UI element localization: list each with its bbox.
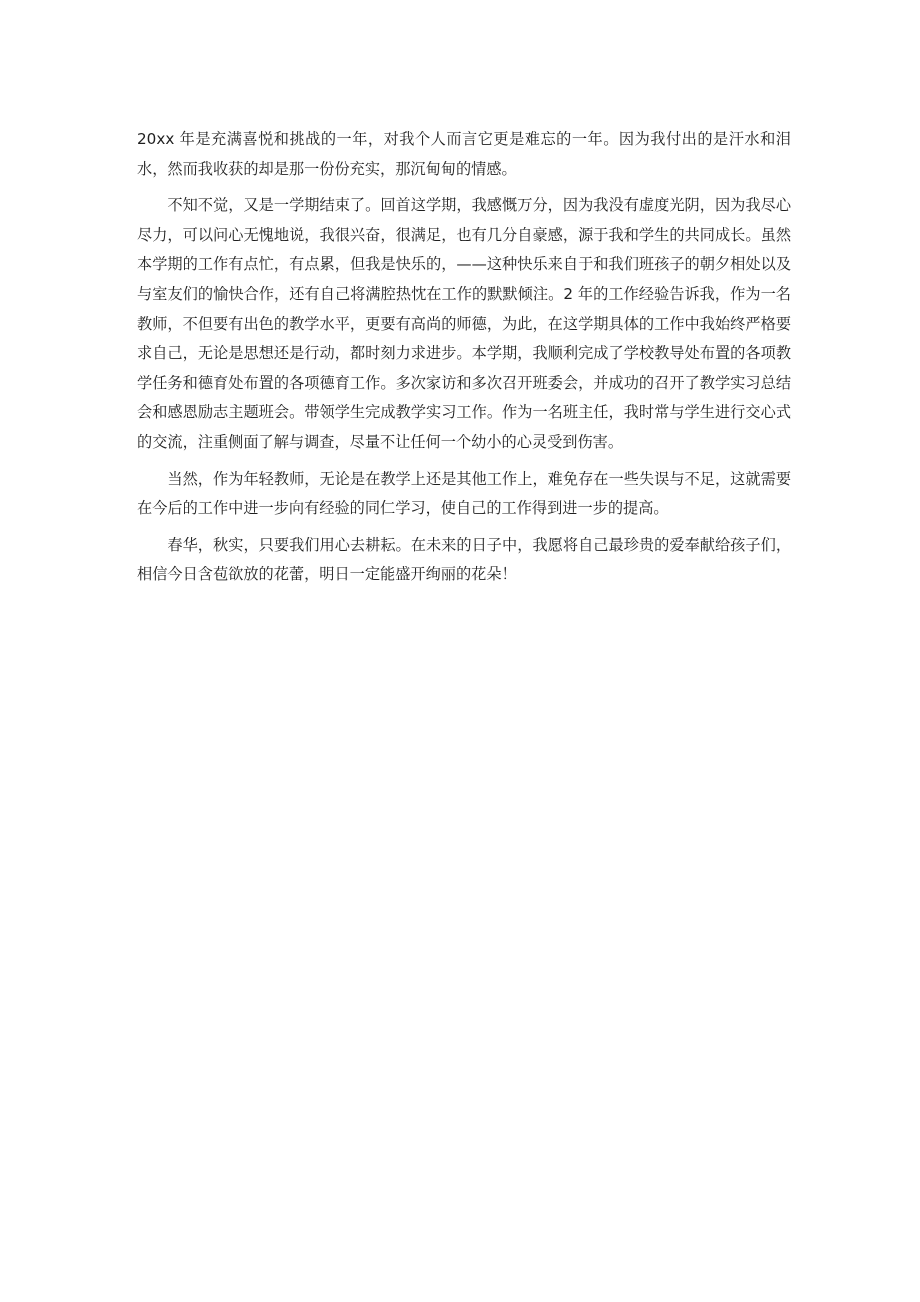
paragraph-semester-review: 不知不觉，又是一学期结束了。回首这学期，我感慨万分，因为我没有虚度光阴，因为我尽心尽力，可以问心无愧地说，我很兴奋，很满足，也有几分自豪感，源于我和学生的共同成长。虽然本学期的工作有点忙，有点累，但我是快乐的，——这种快乐来自于和我们班孩子的朝夕相处以及与室友们的愉快合作，还有自己将满腔热忱在工作的默默倾注。2 年的工作经验告诉我，作为一名教师，不但要有出色的教学水平，更要有高尚的师德，为此，在这学期具体的工作中我始终严格要求自己，无论是思想还是行动，都时刻力求进步。本学期，我顺利完成了学校教导处布置的各项教学任务和德育处布置的各项德育工作。多次家访和多次召开班委会，并成功的召开了教学实习总结会和感恩励志主题班会。带领学生完成教学实习工作。作为一名班主任，我时常与学生进行交心式的交流，注重侧面了解与调查，尽量不让任何一个幼小的心灵受到伤害。 <box>137 196 791 451</box>
document-body <box>137 125 791 597</box>
paragraph-intro: 20xx 年是充满喜悦和挑战的一年，对我个人而言它更是难忘的一年。因为我付出的是汗水和泪水，然而我收获的却是那一份份充实，那沉甸甸的情感。 <box>137 130 791 178</box>
paragraph-shortcomings: 当然，作为年轻教师，无论是在教学上还是其他工作上，难免存在一些失误与不足，这就需要在今后的工作中进一步向有经验的同仁学习，使自己的工作得到进一步的提高。 <box>137 469 791 518</box>
paragraph-closing: 春华，秋实，只要我们用心去耕耘。在未来的日子中，我愿将自己最珍贵的爱奉献给孩子们，相信今日含苞欲放的花蕾，明日一定能盛开绚丽的花朵！ <box>137 535 791 584</box>
